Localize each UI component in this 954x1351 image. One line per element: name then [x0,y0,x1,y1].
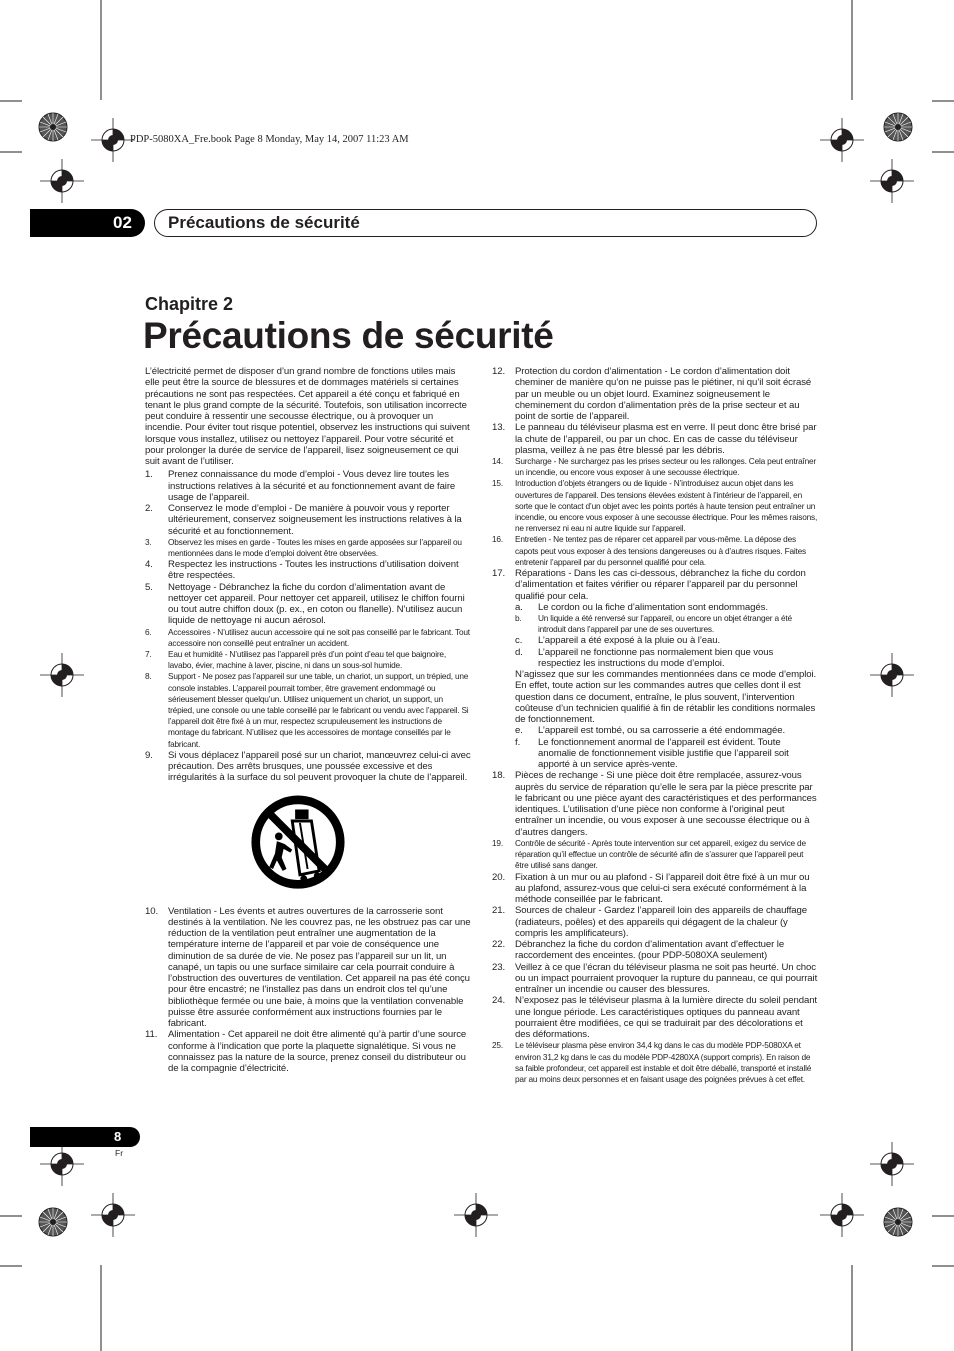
list-item: 23. Veillez à ce que l’écran du téléviseur plasma ne soit pas heurté. Un choc ou un impact pourraient provoquer la rupture du panneau, ce qui pourrait entraîner un incendie ou causer des blessures. [492,961,818,996]
sub-item: e. L’appareil est tombé, ou sa carrosserie a été endommagée. [515,725,786,737]
sub-list [515,725,818,770]
language-code: Fr [115,1148,124,1158]
right-column [492,366,818,1085]
sub-item: a. Le cordon ou la fiche d’alimentation sont endommagés. [515,601,768,613]
page-title: Précautions de sécurité [143,315,554,356]
list-item: 18. Pièces de rechange - Si une pièce doit être remplacée, assurez-vous auprès du service de réparation qu’elle le sera par la pièce prescrite par le fabricant ou une pièce ayant des caractéristiques et des performances identiques. L’utilisation d’une pièce non conforme à l’original peut entraîner un incendie, ou vous exposer à une secousse électrique ou à d’autres dangers. [492,770,817,838]
intro-paragraph: L’électricité permet de disposer d’un grand nombre de fonctions utiles mais elle peut être la source de blessures et de dommages matériels si certaines précautions ne sont pas respectées. Cet appareil a été conçu et fabriqué en tenant le plus grand compte de la sécurité. Toutefois, son utilisation incorrecte peut conduire à ressentir une secousse électrique, ou à provoquer un incendie. Pour éviter tout risque potentiel, observez les instructions qui suivent lorsque vous installez, utilisez ou nettoyez l’appareil. Pour votre sécurité et pour prolonger la durée de service de l’appareil, lisez soigneusement ce qui suit avant de l’utiliser. [145,366,470,467]
list-item: 13. Le panneau du téléviseur plasma est en verre. Il peut donc être brisé par la chute de l’appareil, ou par un choc. En cas de casse du téléviseur plasma, veillez à ne pas être blessé par les débris. [492,422,817,456]
list-item: 14. Surcharge - Ne surchargez pas les prises secteur ou les rallonges. Cela peut entraîner un incendie, ou encore vous exposer à une secousse électrique. [492,456,817,478]
item-17-note: N’agissez que sur les commandes mentionnées dans ce mode d’emploi. En effet, toute action sur les commandes autres que celles dont il est question dans ce document, entraîne, le plus souvent, l’intervention coûteuse d’un technicien qualifié à fin de rétablir les conditions normales de fonctionnement. [515,669,817,726]
chapter-label: Chapitre 2 [145,294,234,314]
sub-item: f. Le fonctionnement anormal de l’appareil est évident. Toute anomalie de fonctionnement visible justifie que l’appareil soit apporté à un service après-vente. [515,736,789,771]
list-item: 8. Support - Ne posez pas l’appareil sur une table, un chariot, un support, un trépied, une console instables. L’appareil pourrait tomber, être gravement endommagé ou sérieusement blesser quelqu’un. Utilisez uniquement un chariot, un support, un trépied, une console ou une table conseillé par le fabricant ou vendu avec l’appareil. Si l’appareil doit être fixé à un mur, respectez scrupuleusement les instructions de montage du fabricant. N’utilisez que les accessoires de montage conseillés par le fabricant. [145,671,469,749]
list-item: 22. Débranchez la fiche du cordon d’alimentation avant d’effectuer le raccordement des enceintes. (pour PDP-5080XA seulement) [492,939,785,962]
safety-list-right [492,366,818,1085]
sub-list [515,602,818,669]
list-item: 21. Sources de chaleur - Gardez l’appareil loin des appareils de chauffage (radiateurs, poêles) et des appareils qui dégagent de la chaleur (y compris les amplificateurs). [492,905,808,939]
list-item: 3. Observez les mises en garde - Toutes les mises en garde apposées sur l’appareil ou mentionnées dans le mode d’emploi doivent être observées. [145,536,462,558]
list-item: 4. Respectez les instructions - Toutes les instructions d’utilisation doivent être respectées. [145,559,459,582]
sub-item: d. L’appareil ne fonctionne pas normalement bien que vous respectiez les instructions du mode d’emploi. [515,646,774,669]
list-item: 10. Ventilation - Les évents et autres ouvertures de la carrosserie sont destinés à la ventilation. Ne les couvrez pas, ne les obstruez pas car une réduction de la ventilation peut entraîner une augmentation de la température interne de l’appareil et par voie de conséquence une diminution de sa durée de vie. Ne posez pas l’appareil sur un lit, un canapé, un tapis ou une surface similaire car cela pourrait conduire à l’obstruction des ouvertures de ventilation. Cet appareil na pas été conçu pour être encastré; ne l’installez pas dans un endroit clos tel qu’une bibliothèque fermée ou une baie, à moins que la ventilation convenable puisse être assurée conformément aux instructions fournies par le fabricant. [145,905,471,1030]
list-item: 15. Introduction d’objets étrangers ou de liquide - N’introduisez aucun objet dans les ouvertures de l’appareil. Des tensions élevées existent à l’intérieur de l’appareil, en sorte que le contact d’un objet avec les points portés à haute tension peut entraîner un incendie, ou encore vous exposer à une secousse électrique. Pour les mêmes raisons, ne renversez ni eau ni autre liquide sur l’appareil. [492,478,818,534]
page-number: 8 [30,1127,140,1147]
cart-tip-warning-icon [250,792,346,898]
list-item: 11. Alimentation - Cet appareil ne doit être alimenté qu’à partir d’une source conforme à l’indication que porte la plaquette signalétique. Si vous ne connaissez pas la nature de la source, prenez conseil du distributeur ou de la compagnie d’électricité. [145,1029,467,1075]
list-item: 25. Le téléviseur plasma pèse environ 34,4 kg dans le cas du modèle PDP-5080XA et environ 31,2 kg dans le cas du modèle PDP-4280XA (support compris). En raison de sa faible profondeur, cet appareil est instable et doit être déballé, transporté et installé par au moins deux personnes et en faisant usage des poignées prévues à cet effet. [492,1040,812,1084]
list-item: 24. N’exposez pas le téléviseur plasma à la lumière directe du soleil pendant une longue période. Les caractéristiques optiques du panneau avant pourraient être modifiées, ce qui se traduirait par des décolorations et des déformations. [492,995,818,1041]
chapter-header-title: Précautions de sécurité [168,213,360,232]
list-item: 5. Nettoyage - Débranchez la fiche du cordon d’alimentation avant de nettoyer cet appareil. Pour nettoyer cet appareil, utilisez le chiffon fourni ou tout autre chiffon doux (p. ex., en coton ou flanelle). N’utilisez aucun liquide de nettoyage ni aucun aérosol. [145,581,465,627]
list-item: 17. Réparations - Dans les cas ci-dessous, débranchez la fiche du cordon d’alimentation et faites vérifier ou réparer l’appareil par du personnel qualifié pour cela. a. Le cordon ou la fiche d’alimentation sont endommagés. b. Un liquide a été renversé sur l’appareil, ou encore un objet étranger a été introduit dans l’appareil par une de ses ouvertures. c. L’appareil a été exposé à la pluie ou à l’eau. d. L’appareil ne fonctionne pas normalement bien que vous respectiez les instructions du mode d’emploi. N’agissez que sur les commandes mentionnées dans ce mode d’emploi. En effet, toute action sur les commandes autres que celles dont il est question dans ce document, entraîne, le plus souvent, l’intervention coûteuse d’un technicien qualifié à fin de rétablir les conditions normales de fonctionnement. e. L’appareil est tombé, ou sa carrosserie a été endommagée. f. Le fonctionnement anormal de l’appareil est évident. Toute anomalie de fonctionnement visible justifie que l’appareil soit apporté à un service après-vente. [492,568,817,771]
safety-list-left [145,469,471,783]
file-info: PDP-5080XA_Fre.book Page 8 Monday, May 14, 2007 11:23 AM [130,134,409,145]
sub-item: c. L’appareil a été exposé à la pluie ou à l’eau. [515,635,721,647]
list-item: 19. Contrôle de sécurité - Après toute intervention sur cet appareil, exigez du service de réparation qu’il effectue un contrôle de sécurité afin de s’assurer que l’appareil peut être utilisé sans danger. [492,837,806,871]
list-item: 2. Conservez le mode d’emploi - De manière à pouvoir vous y reporter ultérieurement, conservez soigneusement les instructions relatives à la sécurité et au fonctionnement. [145,503,462,537]
list-item: 16. Entretien - Ne tentez pas de réparer cet appareil par vous-même. La dépose des capots peut vous exposer à des tensions dangereuses ou à d’autres risques. Faites entretenir l’appareil par du personnel qualifié pour cela. [492,534,806,567]
safety-list-left-continued [145,906,471,1075]
left-column [145,366,471,1074]
list-item: 1. Prenez connaissance du mode d’emploi - Vous devez lire toutes les instructions relatives à la sécurité et au fonctionnement avant de faire usage de l’appareil. [145,469,456,503]
list-item: 12. Protection du cordon d’alimentation - Le cordon d’alimentation doit cheminer de manière qu’on ne puisse pas le piétiner, ni qu’il soit écrasé par un meuble ou un objet lourd. Examinez soigneusement le cheminement du cordon d’alimentation près de la prise secteur et au point de sortie de l’appareil. [492,366,812,422]
chapter-number-tab: 02 [30,209,145,237]
list-item: 20. Fixation à un mur ou au plafond - Si l’appareil doit être fixé à un mur ou au plafond, assurez-vous que celui-ci sera exécuté conformément à la méthode conseillée par le fabricant. [492,871,810,906]
list-item: 7. Eau et humidité - N’utilisez pas l’appareil près d’un point d’eau tel que baignoire, lavabo, évier, machine à laver, piscine, ni dans un sous-sol humide. [145,649,446,671]
list-item: 9. Si vous déplacez l’appareil posé sur un chariot, manœuvrez celui-ci avec précaution. Des arrêts brusques, une poussée excessive et des irrégularités à la surface du sol peuvent provoquer la chute de l’appareil. [145,749,471,784]
list-item: 6. Accessoires - N’utilisez aucun accessoire qui ne soit pas conseillé par le fabricant. Tout accessoire non conseillé peut entraîner un accident. [145,626,470,648]
sub-item: b. Un liquide a été renversé sur l’appareil, ou encore un objet étranger a été introduit dans l’appareil par une de ses ouvertures. [515,613,792,635]
